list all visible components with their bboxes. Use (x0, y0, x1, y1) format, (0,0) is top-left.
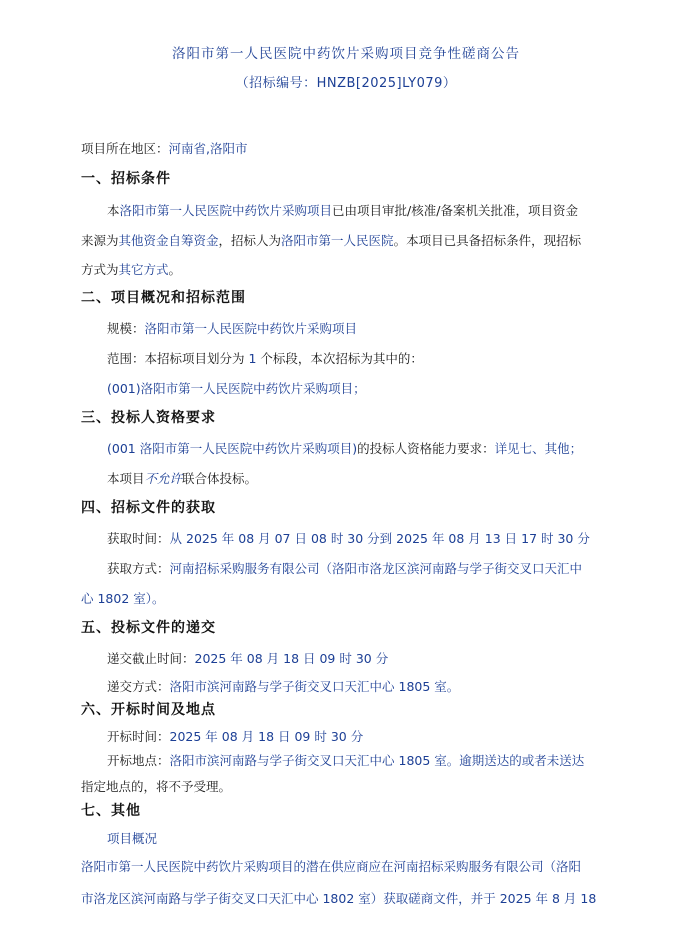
tender-method: 其它方式 (118, 262, 169, 277)
scope-text: 个标段，本次招标为其中的： (256, 351, 423, 366)
section-5-heading: 五、投标文件的递交 (81, 620, 216, 636)
consortium-value: 不允许 (144, 471, 183, 486)
scale-value: 洛阳市第一人民医院中药饮片采购项目 (144, 321, 358, 336)
s1-text: 来源为 (81, 233, 119, 248)
overview-line-2: 市洛龙区滨河南路与学子街交叉口天汇中心 1802 室）获取磋商文件，并于 2025 年 8 月 18 (81, 891, 597, 906)
tenderer: 洛阳市第一人民医院 (281, 233, 394, 248)
qualification-line (107, 441, 582, 457)
region-label: 项目所在地区： (81, 141, 169, 156)
obtain-method-label: 获取方式： (107, 561, 170, 576)
project-name: 洛阳市第一人民医院中药饮片采购项目 (119, 203, 333, 218)
obtain-time-label: 获取时间： (107, 531, 170, 546)
lot-count: 1 (248, 351, 257, 366)
opening-place-line (107, 753, 584, 769)
section-3-heading: 三、投标人资格要求 (81, 410, 216, 426)
deadline-line (107, 651, 388, 667)
submit-method-label: 递交方式： (107, 679, 170, 694)
lot-line: (001)洛阳市第一人民医院中药饮片采购项目； (107, 381, 366, 396)
opening-place-label: 开标地点： (107, 753, 170, 768)
opening-time-value: 2025 年 08 月 18 日 09 时 30 分 (169, 729, 364, 744)
scope-text: 范围：本招标项目划分为 (107, 351, 249, 366)
qualification-text: 的投标人资格能力要求： (357, 441, 495, 456)
obtain-time-value: 从 2025 年 08 月 07 日 08 时 30 分到 2025 年 08 月 13 日 17 时 30 分 (169, 531, 590, 546)
consortium-text: 联合体投标。 (182, 471, 258, 486)
fund-source: 其他资金自筹资金 (118, 233, 219, 248)
obtain-method-line-2: 心 1802 室）。 (81, 591, 165, 606)
s1-line-3 (81, 262, 181, 278)
opening-place-value: 洛阳市滨河南路与学子街交叉口天汇中心 1805 室。逾期送达的或者未送达 (169, 753, 585, 768)
obtain-time-line (107, 531, 590, 547)
s1-text: 方式为 (81, 262, 119, 277)
submit-method-line (107, 679, 459, 695)
s1-line-1 (107, 203, 578, 219)
section-6-heading: 六、开标时间及地点 (81, 702, 216, 718)
deadline-label: 递交截止时间： (107, 651, 195, 666)
section-7-heading: 七、其他 (81, 803, 141, 819)
opening-time-label: 开标时间： (107, 729, 170, 744)
section-4-heading: 四、招标文件的获取 (81, 500, 216, 516)
page-title: 洛阳市第一人民医院中药饮片采购项目竞争性磋商公告 (172, 46, 520, 62)
obtain-method-value: 河南招标采购服务有限公司（洛阳市洛龙区滨河南路与学子街交叉口天汇中 (169, 561, 583, 576)
overview-line-1: 洛阳市第一人民医院中药饮片采购项目的潜在供应商应在河南招标采购服务有限公司（洛阳 (81, 859, 582, 874)
s1-text: 。本项目已具备招标条件，现招标 (393, 233, 582, 248)
lot-ref: (001 洛阳市第一人民医院中药饮片采购项目) (107, 441, 358, 456)
tender-code: （招标编号：HNZB[2025]LY079） (235, 76, 457, 91)
s1-line-2 (81, 233, 581, 249)
scale-label: 规模： (107, 321, 145, 336)
deadline-value: 2025 年 08 月 18 日 09 时 30 分 (194, 651, 389, 666)
section-1-heading: 一、招标条件 (81, 171, 171, 187)
obtain-method-line (107, 561, 582, 577)
overview-subheading: 项目概况 (107, 831, 158, 846)
scale-line (107, 321, 357, 337)
scope-line (107, 351, 423, 367)
qualification-value: 详见七、其他； (494, 441, 583, 456)
s1-text: 。 (168, 262, 182, 277)
s1-text: ，招标人为 (218, 233, 282, 248)
submit-method-value: 洛阳市滨河南路与学子街交叉口天汇中心 1805 室。 (169, 679, 460, 694)
opening-place-line-2: 指定地点的，将不予受理。 (81, 779, 232, 794)
consortium-text: 本项目 (107, 471, 145, 486)
region-value: 河南省,洛阳市 (168, 141, 248, 156)
s1-text: 已由项目审批/核准/备案机关批准，项目资金 (332, 203, 578, 218)
opening-time-line (107, 729, 363, 745)
s1-text: 本 (107, 203, 120, 218)
consortium-line (107, 471, 257, 487)
region-line (81, 141, 248, 157)
section-2-heading: 二、项目概况和招标范围 (81, 290, 246, 306)
